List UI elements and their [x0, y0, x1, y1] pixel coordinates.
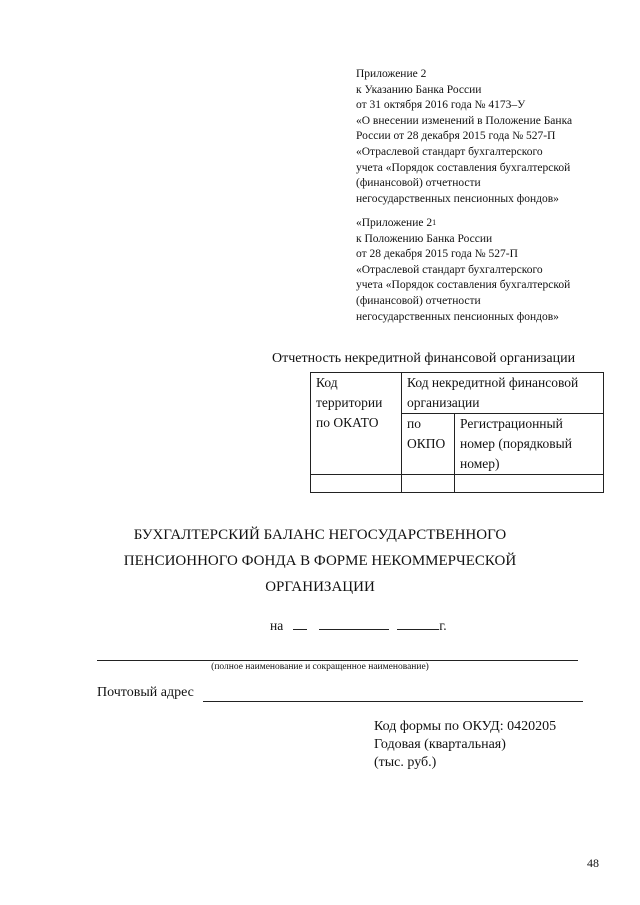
- appendix-line: к Указанию Банка России: [356, 83, 482, 96]
- title-line: ОРГАНИЗАЦИИ: [265, 579, 375, 595]
- appendix-line: от 28 декабря 2015 года № 527-П: [356, 248, 518, 261]
- appendix-line: (финансовой) отчетности: [356, 177, 481, 190]
- appendix-superscript: 1: [432, 218, 437, 227]
- appendix-2-1-reference: [356, 216, 606, 325]
- registration-number-header: Регистрационный номер (порядковый номер): [455, 414, 604, 475]
- report-heading: Отчетность некредитной финансовой организации: [272, 351, 576, 366]
- appendix-line: негосударственных пенсионных фондов»: [356, 192, 559, 205]
- postal-address-label: Почтовый адрес: [97, 685, 194, 700]
- organization-name-line[interactable]: [97, 660, 578, 661]
- postal-address-line[interactable]: [203, 701, 583, 702]
- appendix-line: к Положению Банка России: [356, 232, 493, 245]
- okud-code: Код формы по ОКУД: 0420205: [374, 719, 557, 734]
- date-day-blank[interactable]: [293, 617, 307, 630]
- appendix-line: от 31 октября 2016 года № 4173–У: [356, 99, 526, 112]
- registration-number-cell[interactable]: [455, 475, 604, 493]
- title-line: БУХГАЛТЕРСКИЙ БАЛАНС НЕГОСУДАРСТВЕННОГО: [133, 527, 507, 543]
- date-year-blank[interactable]: [397, 617, 439, 630]
- appendix-line: России от 28 декабря 2015 года № 527-П: [356, 130, 556, 143]
- appendix-line: (финансовой) отчетности: [356, 294, 481, 307]
- date-suffix: г.: [439, 618, 447, 633]
- report-period: Годовая (квартальная): [374, 737, 506, 752]
- title-line: ПЕНСИОННОГО ФОНДА В ФОРМЕ НЕКОММЕРЧЕСКОЙ: [123, 553, 517, 569]
- appendix-line: «Отраслевой стандарт бухгалтерского: [356, 263, 543, 276]
- appendix-line: учета «Порядок составления бухгалтерской: [356, 161, 571, 174]
- org-code-header: Код некредитной финансовой организации: [402, 373, 604, 414]
- appendix-line: учета «Порядок составления бухгалтерской: [356, 279, 571, 292]
- units: (тыс. руб.): [374, 755, 437, 770]
- territory-code-header: Код территории по ОКАТО: [311, 373, 402, 475]
- appendix-line: «Отраслевой стандарт бухгалтерского: [356, 145, 543, 158]
- document-title: [0, 522, 640, 600]
- appendix-line: [356, 216, 606, 232]
- date-month-blank[interactable]: [319, 617, 389, 630]
- organization-name-caption: (полное наименование и сокращенное наименование): [211, 662, 429, 672]
- appendix-line: «О внесении изменений в Положение Банка: [356, 114, 573, 127]
- date-prefix: на: [270, 618, 284, 633]
- report-date-line: [270, 617, 447, 634]
- okpo-header: по ОКПО: [402, 414, 455, 475]
- appendix-line: Приложение 2: [356, 68, 427, 80]
- organization-codes-table: [310, 372, 604, 493]
- okpo-cell[interactable]: [402, 475, 455, 493]
- page-number: 48: [587, 856, 599, 870]
- territory-code-cell[interactable]: [311, 475, 402, 493]
- appendix-2-reference: [356, 67, 606, 207]
- appendix-title: «Приложение 2: [356, 217, 433, 229]
- appendix-line: негосударственных пенсионных фондов»: [356, 310, 559, 323]
- form-info: [374, 718, 556, 772]
